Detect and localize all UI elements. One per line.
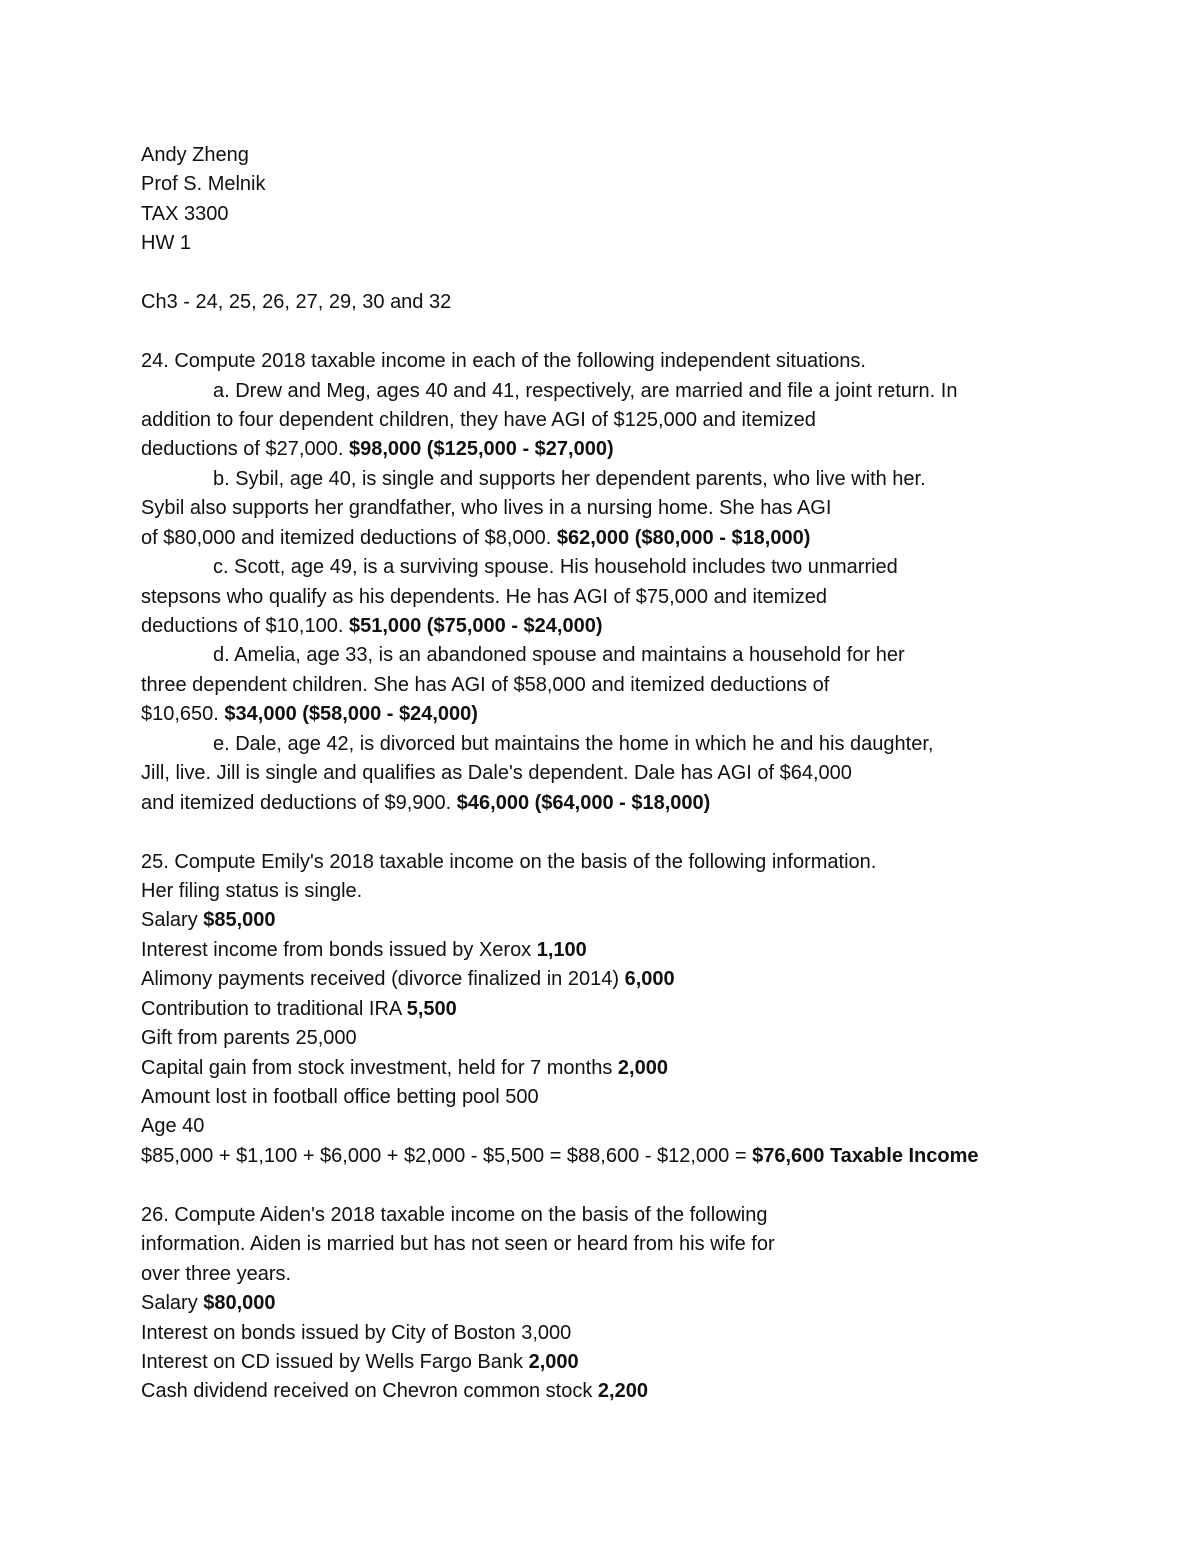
q25-line-1: 25. Compute Emily's 2018 taxable income on the basis of the following information. <box>141 850 877 873</box>
q24d-answer: $34,000 ($58,000 - $24,000) <box>224 703 478 726</box>
q26-item <box>141 1348 1141 1377</box>
q24a-answer: $98,000 ($125,000 - $27,000) <box>348 438 614 461</box>
q26-line-3: over three years. <box>141 1262 292 1285</box>
q26-line-1: 26. Compute Aiden's 2018 taxable income on the basis of the following <box>141 1203 768 1226</box>
q26-item-value: 2,000 <box>528 1350 579 1373</box>
assignment-title: HW 1 <box>141 232 191 255</box>
q24a-line-2: addition to four dependent children, they have AGI of $125,000 and itemized <box>141 408 816 431</box>
q25-result: $76,600 Taxable Income <box>752 1144 979 1167</box>
q24c-answer: $51,000 ($75,000 - $24,000) <box>348 615 603 637</box>
q26-item-label: Interest on bonds issued by City of Boston 3,000 <box>141 1321 572 1344</box>
q25-item-label: Contribution to traditional IRA <box>141 997 407 1020</box>
q24a-text: deductions of $27,000. <box>141 438 349 461</box>
document-body <box>141 141 1141 1407</box>
q25-item <box>141 936 1141 965</box>
q24b-text: of $80,000 and itemized deductions of $8,000. <box>141 526 557 549</box>
q26-line-2: information. Aiden is married but has not seen or heard from his wife for <box>141 1233 775 1256</box>
q25-item-value: $85,000 <box>203 909 276 932</box>
course-code: TAX 3300 <box>141 202 229 225</box>
spacer <box>141 1171 1141 1200</box>
q26-item <box>141 1319 1141 1348</box>
q24e-line-2: Jill, live. Jill is single and qualifies as Dale's dependent. Dale has AGI of $64,000 <box>141 762 852 785</box>
assigned-problems: Ch3 - 24, 25, 26, 27, 29, 30 and 32 <box>141 291 452 314</box>
q26-item-value: $80,000 <box>203 1292 276 1315</box>
q24e-line-3 <box>141 789 1141 818</box>
q25-calculation <box>141 1142 1141 1171</box>
q24d-line-2: three dependent children. She has AGI of $58,000 and itemized deductions of <box>141 673 830 696</box>
q24b-line-2: Sybil also supports her grandfather, who lives in a nursing home. She has AGI <box>141 497 832 520</box>
q24-prompt: 24. Compute 2018 taxable income in each of the following independent situations. <box>141 350 866 373</box>
q25-line-2: Her filing status is single. <box>141 879 363 902</box>
q25-item-label: Capital gain from stock investment, held for 7 months <box>141 1056 618 1079</box>
q26-item <box>141 1377 1141 1406</box>
q24b-line-3 <box>141 524 1141 553</box>
q24e-answer: $46,000 ($64,000 - $18,000) <box>456 791 711 814</box>
q25-item-value: 5,500 <box>406 997 457 1020</box>
q25-item <box>141 965 1141 994</box>
q26-item-value: 2,200 <box>597 1380 648 1403</box>
q25-item-value: 1,100 <box>536 938 587 961</box>
q24d-line-3 <box>141 700 1141 729</box>
q25-item-value: 6,000 <box>624 968 675 991</box>
q24b-answer: $62,000 ($80,000 - $18,000) <box>556 526 811 549</box>
q25-item <box>141 1112 1141 1141</box>
student-name: Andy Zheng <box>141 144 249 166</box>
q25-item-label: Interest income from bonds issued by Xerox <box>141 938 537 961</box>
q25-item-label: Gift from parents 25,000 <box>141 1027 357 1050</box>
q25-item-label: Alimony payments received (divorce finalized in 2014) <box>141 968 625 991</box>
q24d-text: $10,650. <box>141 703 225 726</box>
q24b-line-1: b. Sybil, age 40, is single and supports her dependent parents, who live with her. <box>213 467 926 490</box>
q25-item-label: Amount lost in football office betting pool 500 <box>141 1086 539 1108</box>
q25-calc-text: $85,000 + $1,100 + $6,000 + $2,000 - $5,500 = $88,600 - $12,000 = <box>141 1144 753 1167</box>
q25-item <box>141 1024 1141 1053</box>
q24c-line-2: stepsons who qualify as his dependents. He has AGI of $75,000 and itemized <box>141 585 827 608</box>
q25-item <box>141 1083 1141 1112</box>
q24a-line-3 <box>141 435 1141 464</box>
q25-item <box>141 906 1141 935</box>
q24c-line-1: c. Scott, age 49, is a surviving spouse. His household includes two unmarried <box>213 556 898 579</box>
q26-item-label: Salary <box>141 1292 204 1315</box>
q25-item <box>141 995 1141 1024</box>
q24e-text: and itemized deductions of $9,900. <box>141 791 457 814</box>
spacer <box>141 259 1141 288</box>
professor-name: Prof S. Melnik <box>141 173 266 196</box>
q26-item-label: Cash dividend received on Chevron common stock <box>141 1380 598 1403</box>
q25-item-label: Salary <box>141 909 204 932</box>
q26-item <box>141 1289 1141 1318</box>
q24c-text: deductions of $10,100. <box>141 615 349 637</box>
q26-item-label: Interest on CD issued by Wells Fargo Bank <box>141 1350 529 1373</box>
spacer <box>141 318 1141 347</box>
q25-item-value: 2,000 <box>617 1056 668 1079</box>
spacer <box>141 818 1141 847</box>
q25-item-label: Age 40 <box>141 1115 205 1138</box>
q24d-line-1: d. Amelia, age 33, is an abandoned spouse and maintains a household for her <box>213 644 905 667</box>
q24e-line-1: e. Dale, age 42, is divorced but maintains the home in which he and his daughter, <box>213 732 934 755</box>
q24a-line-1: a. Drew and Meg, ages 40 and 41, respectively, are married and file a joint return. In <box>213 379 958 402</box>
q24c-line-3 <box>141 612 1141 641</box>
q25-item <box>141 1054 1141 1083</box>
